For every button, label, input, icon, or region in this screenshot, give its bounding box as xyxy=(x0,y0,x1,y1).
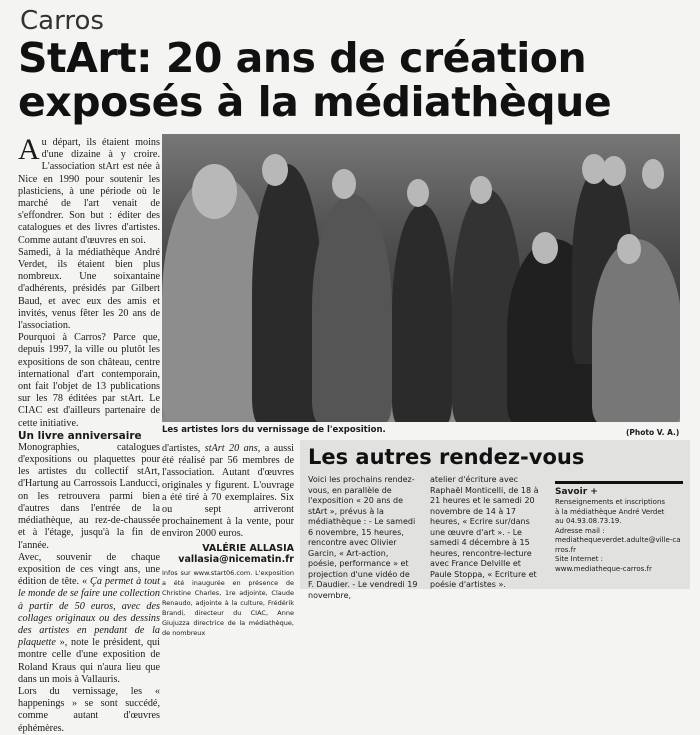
text: , a aussi été réalisé par 56 membres de l'association. Autant d'œuvres originales y figurent. L'ouvrage a été tiré à 70 exemplaires. Six ou sept arriveront prochainement à la vente, pour environ 2000 euros. xyxy=(162,443,294,540)
text: d'artistes, xyxy=(162,443,205,454)
paragraph xyxy=(18,552,160,686)
author-name: VALÉRIE ALLASIA xyxy=(202,542,294,554)
headline-line-2: exposés à la médiathèque xyxy=(18,78,612,126)
quote: Ça permet à tout le monde de se faire une collection à partir de 50 euros, avec des collages originaux ou des dessins des artistes en pendant de la plaquette xyxy=(18,576,160,649)
rendezvous-box xyxy=(300,440,690,600)
author-email[interactable]: vallasia@nicematin.fr xyxy=(178,553,294,565)
paragraph: Monographies, catalogues d'expositions ou plaquettes pour les artistes du collectif stArt, d'Hartung au Carrossois Landucci, on les retrouvera parmi bien d'autres dans l'entrée de la médiathèque, au rez-de-chaussée et à l'étage, jusqu'à la fin de l'année. xyxy=(18,441,160,551)
photo-caption: Les artistes lors du vernissage de l'exposition. xyxy=(162,425,386,435)
book-title: stArt 20 ans xyxy=(204,443,258,454)
rendezvous-column-2: atelier d'écriture avec Raphaël Monticelli, de 18 à 21 heures et le samedi 20 novembre de 14 à 17 heures, « Ecrire sur/dans une œuvre d'art ». - Le samedi 4 décembre à 15 heures, rencontre-lecture avec France Delville et Paule Stoppa, « Ecriture et poésie d'artistes ». xyxy=(430,475,539,589)
paragraph: Pourquoi à Carros? Parce que, depuis 1997, la ville ou plutôt les expositions de son château, centre international d'art contemporain, ont fait l'objet de 13 publications sur les 78 éditées par stArt. Le CIAC est d'ailleurs partenaire de cette initiative. xyxy=(18,332,160,429)
savoir-plus-box xyxy=(555,481,683,574)
headline-line-1: StArt: 20 ans de création xyxy=(18,34,587,82)
savoir-plus-title: Savoir + xyxy=(555,487,598,497)
article-left-column xyxy=(18,133,160,735)
info-line: à la médiathèque André Verdet xyxy=(555,507,665,516)
rendezvous-column-1: Voici les prochains rendez-vous, en parallèle de l'exposition « 20 ans de stArt », prévus à la médiathèque : - Le samedi 6 novembre, 15 heures, rencontre avec Olivier Garcin, « Art-action, poésie, performance » et projection d'une vidéo de F. Daudier. - Le vendredi 19 novembre, xyxy=(308,475,418,600)
article-mid-column xyxy=(162,443,294,638)
info-line: Adresse mail : xyxy=(555,526,605,535)
website-link[interactable]: www.mediatheque-carros.fr xyxy=(555,564,652,573)
subheading: Un livre anniversaire xyxy=(18,429,142,442)
group-photo xyxy=(162,134,680,422)
paragraph: u départ, ils étaient moins d'une dizaine à y croire. L'association stArt est née à Nice en 1990 pour soutenir les plasticiens, à une période où le marché de l'art venait de s'effondrer. Son but : éditer des catalogues et des livres d'artistes. Comme autant d'œuvres en soi. xyxy=(18,137,160,246)
info-line: Renseignements et inscriptions xyxy=(555,498,666,506)
phone-number: au 04.93.08.73.19. xyxy=(555,517,622,525)
headline xyxy=(18,36,698,124)
paragraph: Lors du vernissage, les « happenings » se sont succédé, comme autant d'œuvres éphémères. xyxy=(18,685,160,734)
rendezvous-title: Les autres rendez-vous xyxy=(308,445,585,469)
text: », note le président, qui montre celle d'une exposition de Roland Kraus qui n'aura lieu que dans un mois à Vallauris. xyxy=(18,637,160,685)
byline xyxy=(162,543,294,565)
photo-credit: (Photo V. A.) xyxy=(626,428,680,437)
infos-note: Infos sur www.start06.com. L'exposition a été inaugurée en présence de Christine Charles, 1re adjointe, Claude Renaudo, adjointe à la culture, Frédérik Brandi, directeur du CIAC, Anne Giujuzza directrice de la médiathèque, de nombreux xyxy=(162,568,294,637)
text: Avec, souvenir de chaque exposition de ces vingt ans, une édition de tête. « xyxy=(18,551,160,588)
drop-cap: A xyxy=(18,133,40,166)
paragraph: Samedi, à la médiathèque André Verdet, ils étaient bien plus nombreux. Une soixantaine d'adhérents, présidés par Gilbert Baud, et avec eux des amis et invités, venus fêter les 20 ans de l'association. xyxy=(18,246,160,332)
email-address[interactable]: mediathequeverdet.adulte@ville-carros.fr xyxy=(555,536,681,554)
info-line: Site Internet : xyxy=(555,555,604,563)
section-kicker: Carros xyxy=(20,6,104,36)
